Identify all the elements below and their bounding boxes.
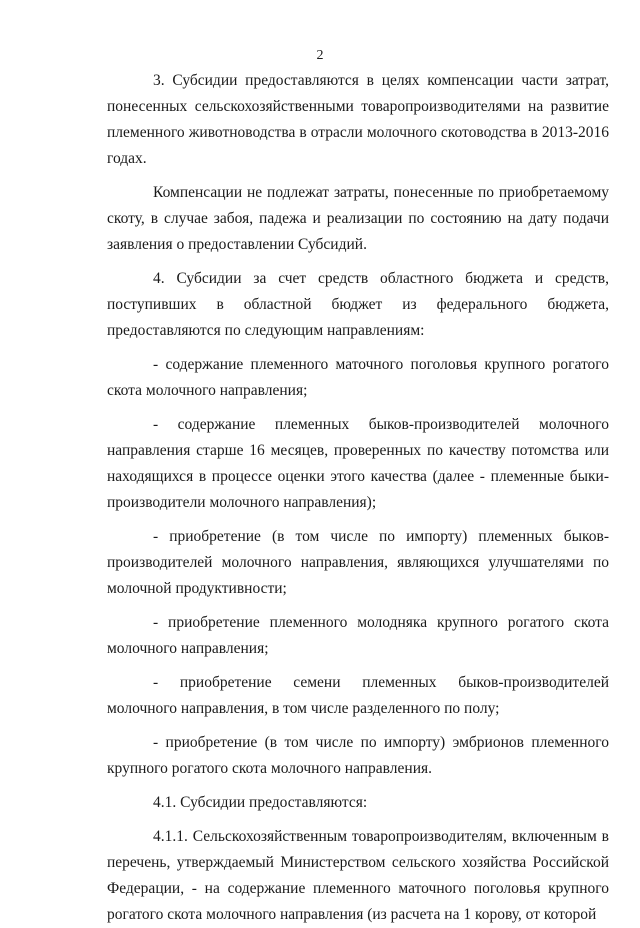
list-item-semen-purchase: - приобретение семени племенных быков-производителей молочного направления, в том числе разделенного по полу; — [107, 674, 609, 717]
page-number: 2 — [316, 48, 324, 63]
paragraph-compensation-exclusions: Компенсации не подлежат затраты, понесенные по приобретаемому скоту, в случае забоя, падежа и реализации по состоянию на дату подачи заявления о предоставлении Субсидий. — [107, 184, 609, 253]
list-item-young-stock-purchase: - приобретение племенного молодняка крупного рогатого скота молочного направления; — [107, 614, 609, 657]
list-item-embryo-purchase: - приобретение (в том числе по импорту) эмбрионов племенного крупного рогатого скота молочного направления. — [107, 734, 609, 777]
list-item-bulls-maintenance: - содержание племенных быков-производителей молочного направления старше 16 месяцев, проверенных по качеству потомства или находящихся в процессе оценки этого качества (далее - племенные быки-производители молочного направления); — [107, 416, 609, 511]
paragraph-3-subsidy-purpose: 3. Субсидии предоставляются в целях компенсации части затрат, понесенных сельскохозяйственными товаропроизводителями на развитие племенного животноводства в отрасли молочного скотоводства в 2013-2016 годах. — [107, 72, 609, 167]
paragraph-4-directions: 4. Субсидии за счет средств областного бюджета и средств, поступивших в областной бюджет из федерального бюджета, предоставляются по следующим направлениям: — [107, 270, 609, 339]
document-body — [107, 68, 609, 928]
paragraph-4-1-heading: 4.1. Субсидии предоставляются: — [153, 794, 368, 811]
list-item-bulls-purchase: - приобретение (в том числе по импорту) племенных быков-производителей молочного направления, являющихся улучшателями по молочной продуктивности; — [107, 528, 609, 597]
paragraph-4-1-1: 4.1.1. Сельскохозяйственным товаропроизводителям, включенным в перечень, утверждаемый Министерством сельского хозяйства Российской Федерации, - на содержание племенного маточного поголовья крупного рогатого скота молочного направления (из расчета на 1 корову, от которой — [107, 828, 609, 923]
list-item-breeding-stock-maintenance: - содержание племенного маточного поголовья крупного рогатого скота молочного направления; — [107, 356, 609, 399]
